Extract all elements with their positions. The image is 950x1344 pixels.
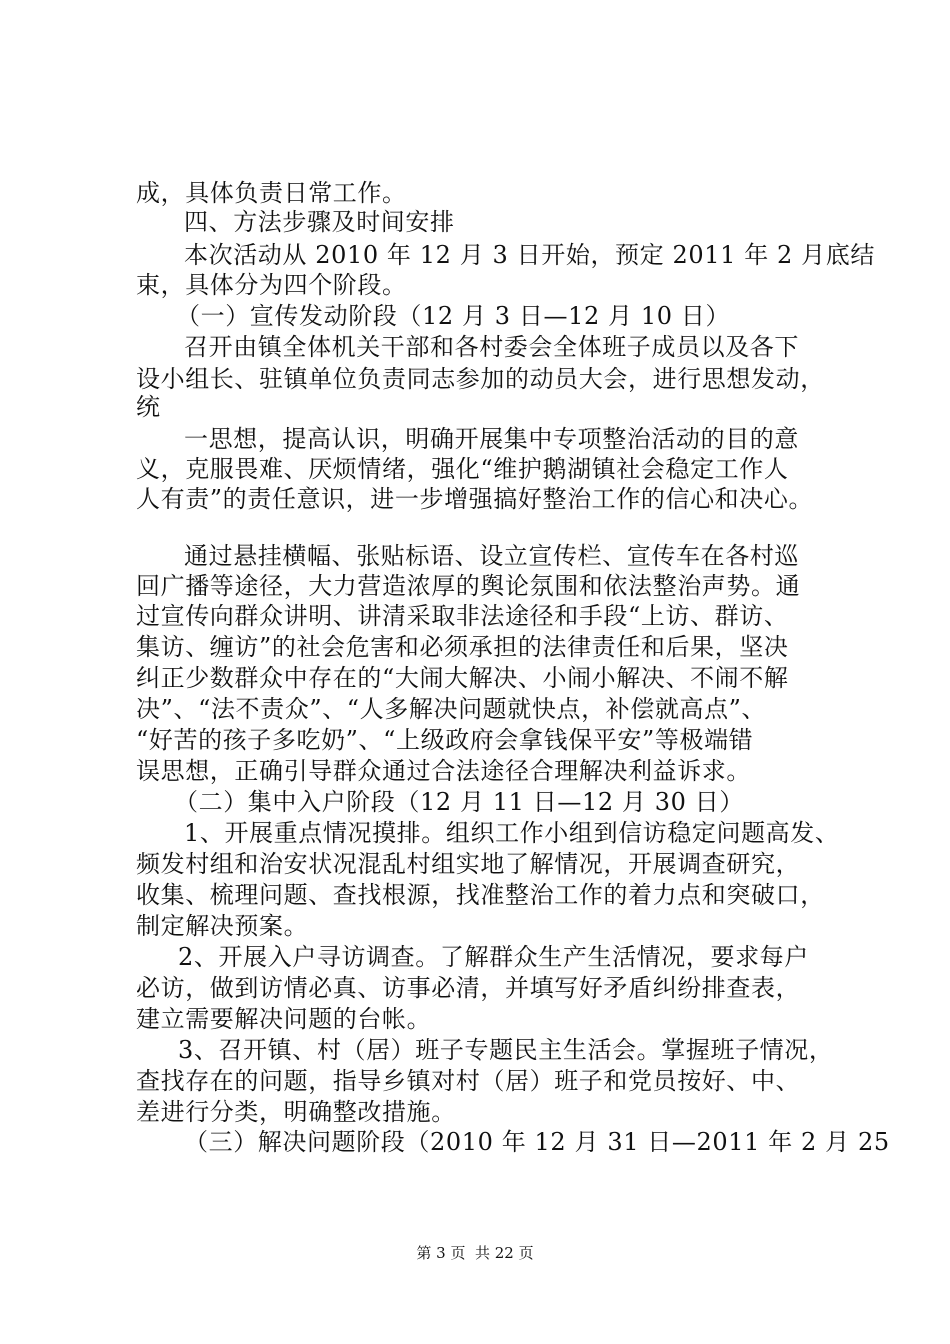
text-line: 召开由镇全体机关干部和各村委会全体班子成员以及各下 <box>184 333 799 361</box>
text-line: 制定解决预案。 <box>136 912 309 940</box>
text-line: 2、开展入户寻访调查。了解群众生产生活情况，要求每户 <box>178 943 809 971</box>
text-line: 束，具体分为四个阶段。 <box>136 271 407 299</box>
text-line: “好苦的孩子多吃奶”、“上级政府会拿钱保平安”等极端错 <box>136 726 754 754</box>
text-line: 频发村组和治安状况混乱村组实地了解情况，开展调查研究， <box>136 850 801 878</box>
text-line: 查找存在的问题，指导乡镇对村（居）班子和党员按好、中、 <box>136 1067 801 1095</box>
text-line: 回广播等途径，大力营造浓厚的舆论氛围和依法整治声势。通 <box>136 572 801 600</box>
text-line: 必访，做到访情必真、访事必清，并填写好矛盾纠纷排查表， <box>136 974 801 1002</box>
subsection-heading: （一）宣传发动阶段（12 月 3 日—12 月 10 日） <box>176 302 731 330</box>
text-line: 人有责”的责任意识，进一步增强搞好整治工作的信心和决心。 <box>136 485 814 513</box>
text-line: 3、召开镇、村（居）班子专题民主生活会。掌握班子情况， <box>178 1036 834 1064</box>
text-line: 成，具体负责日常工作。 <box>136 179 407 207</box>
text-line: 设小组长、驻镇单位负责同志参加的动员大会，进行思想发动， <box>136 365 825 393</box>
text-line: 1、开展重点情况摸排。组织工作小组到信访稳定问题高发、 <box>184 819 840 847</box>
text-line: 建立需要解决问题的台帐。 <box>136 1005 432 1033</box>
text-line: 一思想，提高认识，明确开展集中专项整治活动的目的意 <box>184 425 799 453</box>
subsection-heading: （三）解决问题阶段（2010 年 12 月 31 日—2011 年 2 月 25 <box>184 1128 890 1156</box>
text-line: 统 <box>136 393 161 421</box>
text-line: 本次活动从 2010 年 12 月 3 日开始，预定 2011 年 2 月底结 <box>184 241 875 269</box>
text-line: 义，克服畏难、厌烦情绪，强化“维护鹅湖镇社会稳定工作人 <box>136 455 789 483</box>
text-line: 集访、缠访”的社会危害和必须承担的法律责任和后果，坚决 <box>136 633 789 661</box>
text-line: 差进行分类，明确整改措施。 <box>136 1098 456 1126</box>
text-line: 收集、梳理问题、查找根源，找准整治工作的着力点和突破口， <box>136 881 825 909</box>
text-line: 决”、“法不责众”、“人多解决问题就快点，补偿就高点”、 <box>136 695 767 723</box>
page-number-footer: 第 3 页 共 22 页 <box>416 1244 534 1262</box>
subsection-heading: （二）集中入户阶段（12 月 11 日—12 月 30 日） <box>174 788 744 816</box>
text-line: 纠正少数群众中存在的“大闹大解决、小闹小解决、不闹不解 <box>136 664 789 692</box>
text-line: 误思想，正确引导群众通过合法途径合理解决利益诉求。 <box>136 757 751 785</box>
text-line: 过宣传向群众讲明、讲清采取非法途径和手段“上访、群访、 <box>136 602 789 630</box>
section-heading: 四、方法步骤及时间安排 <box>184 208 455 236</box>
text-line: 通过悬挂横幅、张贴标语、设立宣传栏、宣传车在各村巡 <box>184 542 799 570</box>
